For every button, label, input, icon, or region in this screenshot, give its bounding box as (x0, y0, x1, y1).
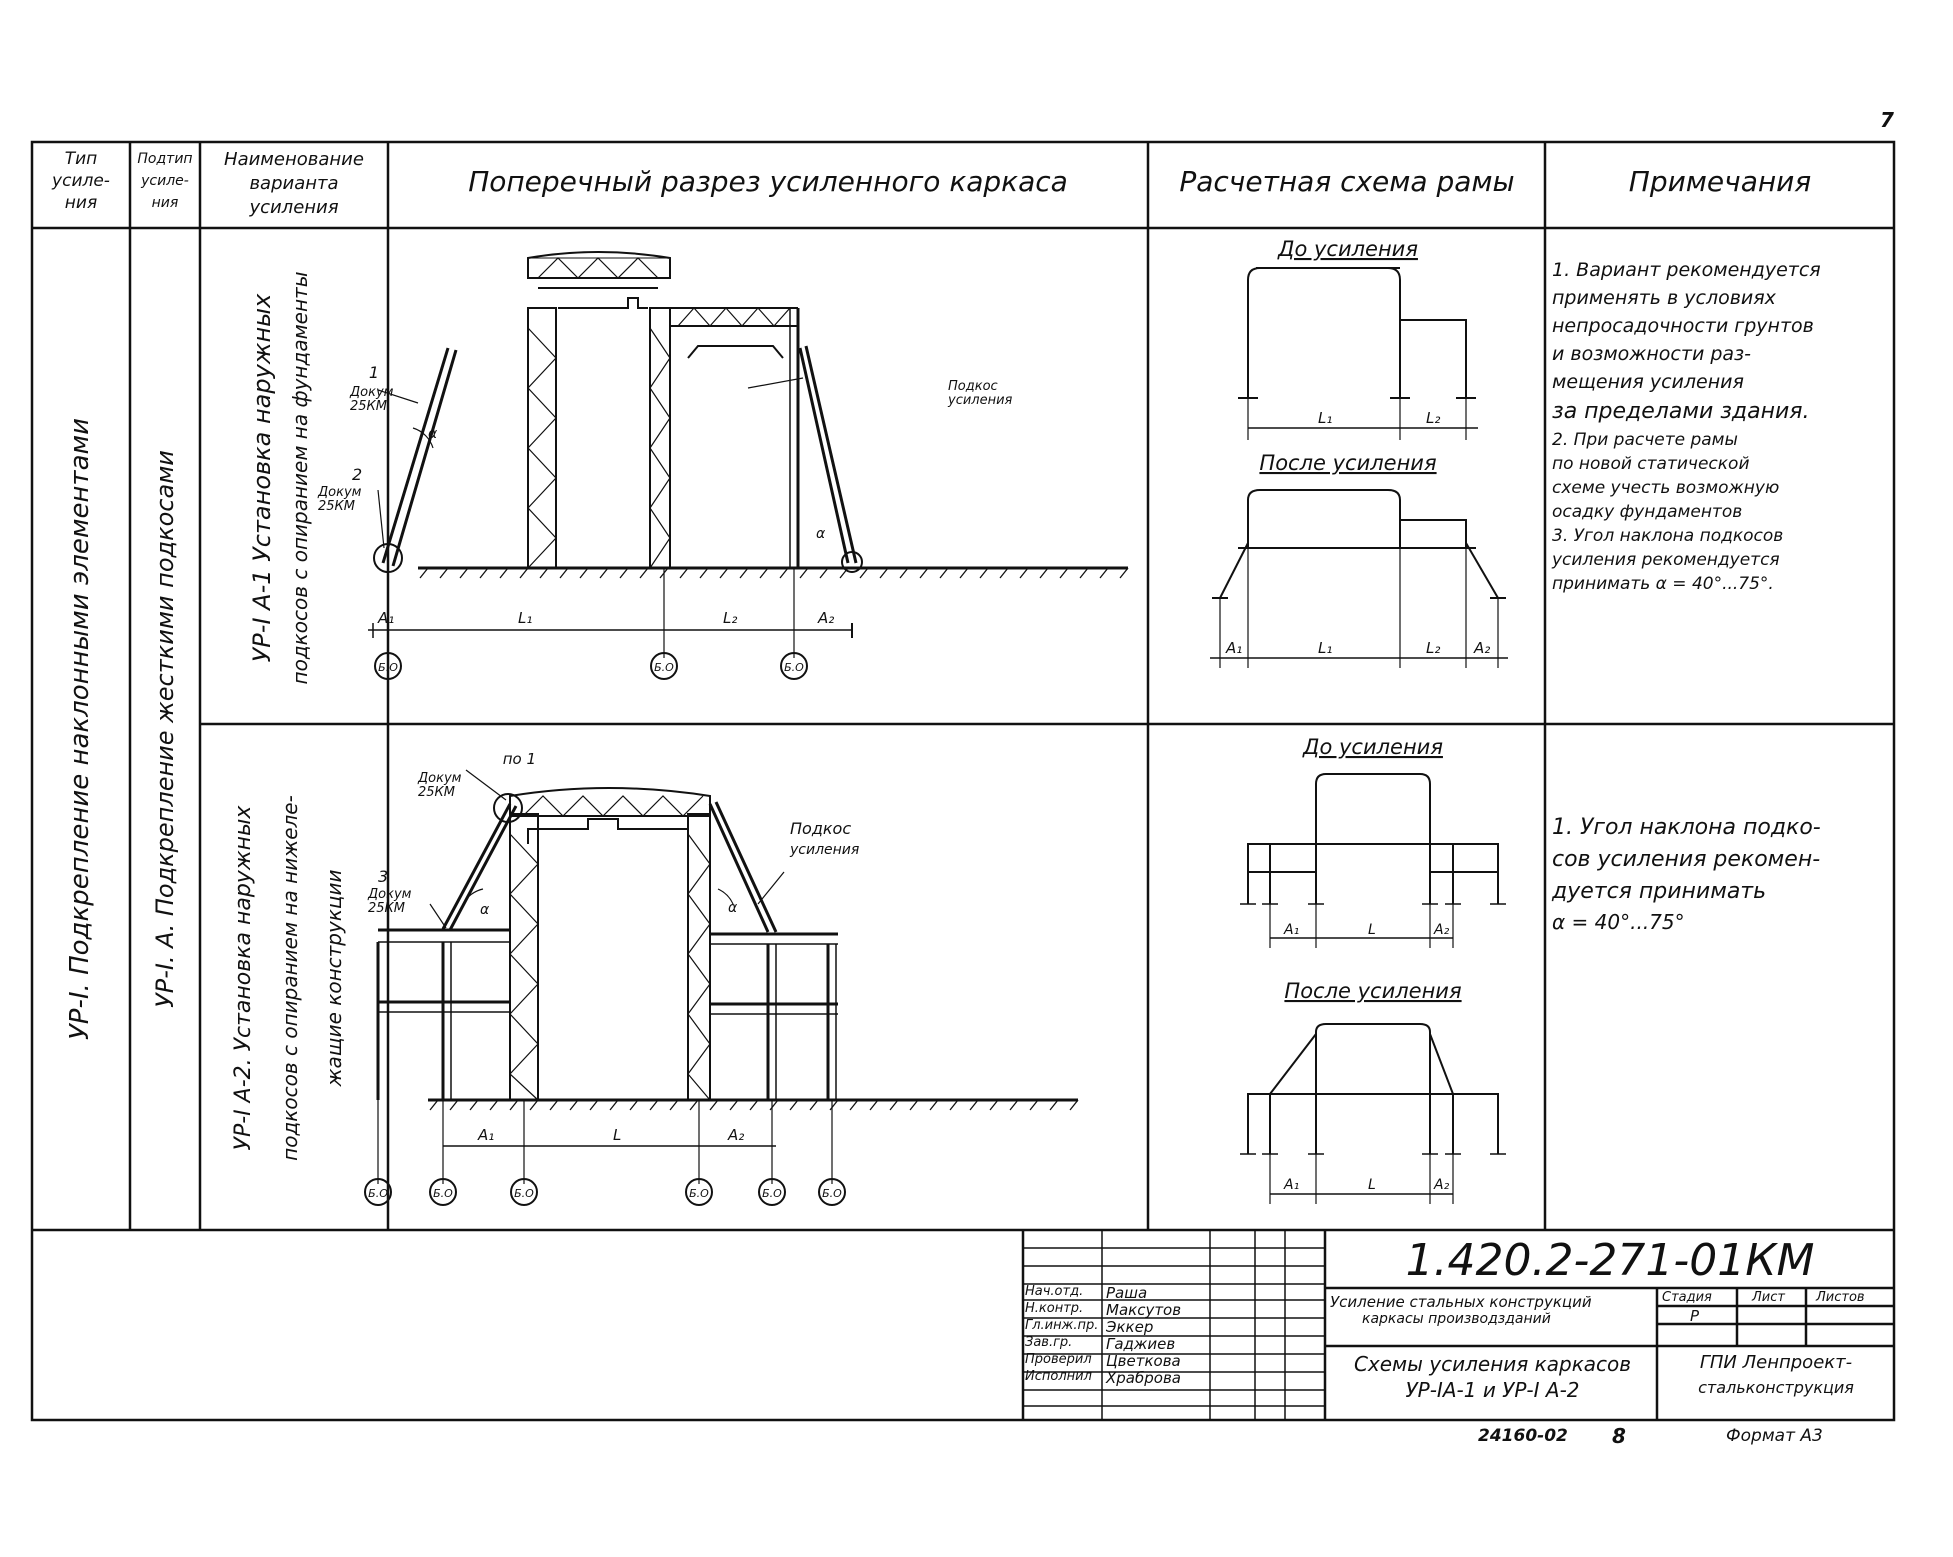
v1-brace-label-1: Подкос (948, 379, 998, 394)
tb-name: Максутов (1106, 1301, 1182, 1319)
v2-axis-4: Б.О (689, 1187, 709, 1200)
v1-note-line: непросадочности грунтов (1552, 315, 1814, 337)
v2-scheme-a1: A₁ (1284, 922, 1300, 938)
v2-axis-1: Б.О (368, 1187, 388, 1200)
sheet-number: 7 (1880, 108, 1894, 132)
footer-format: Формат А3 (1726, 1426, 1823, 1446)
v1-note-line: применять в условиях (1552, 287, 1776, 309)
v2-dim-a1: A₁ (478, 1126, 495, 1144)
v2-axis-6: Б.О (822, 1187, 842, 1200)
tb-sheets-header: Листов (1816, 1290, 1865, 1305)
v1-note-line: осадку фундаментов (1552, 502, 1743, 522)
v1-callout1-num: 1 (368, 363, 380, 382)
header-variant-name: Наименование варианта усиления (224, 149, 364, 218)
v1-scheme-a1: A₁ (1226, 639, 1243, 657)
v1-scheme-l2-after: L₂ (1426, 639, 1441, 657)
v2-axis-2: Б.О (433, 1187, 453, 1200)
v2-callout3-code: 25КМ (368, 901, 405, 916)
v2-scheme-l-after: L (1368, 1177, 1376, 1193)
v1-note-line: 1. Вариант рекомендуется (1552, 259, 1821, 281)
tb-title-line2: УР-IА-1 и УР-I А-2 (1405, 1378, 1580, 1402)
v1-note-line: мещения усиления (1552, 371, 1744, 393)
v2-scheme-l: L (1368, 922, 1376, 938)
tb-role: Зав.гр. (1025, 1335, 1073, 1350)
v2-scheme-a2-after: A₂ (1434, 1177, 1450, 1193)
v2-note-line: сов усиления рекомен- (1552, 847, 1821, 872)
header-cross-section: Поперечный разрез усиленного каркаса (468, 165, 1068, 198)
v1-scheme-l2: L₂ (1426, 409, 1441, 427)
v1-callout2-code: 25КМ (318, 499, 355, 514)
v1-note-line: 3. Угол наклона подкосов (1552, 526, 1784, 546)
tb-sheet-header: Лист (1752, 1290, 1785, 1305)
tb-title-line1: Схемы усиления каркасов (1353, 1352, 1632, 1376)
title-block-roles (1025, 1284, 1098, 1386)
v2-callout1-num: по 1 (502, 750, 536, 768)
variant2-calc-scheme (1148, 724, 1545, 1230)
variant2-name-line3: жащие конструкции (322, 869, 346, 1087)
variant1-name-line1: УР-I А-1 Установка наружных (248, 293, 276, 663)
tb-role: Гл.инж.пр. (1025, 1318, 1099, 1333)
v2-note-line: дуется принимать (1552, 879, 1767, 904)
tb-role: Нач.отд. (1025, 1284, 1084, 1299)
tb-stage-value: Р (1690, 1307, 1700, 1325)
header-calc-scheme: Расчетная схема рамы (1179, 165, 1515, 198)
tb-name: Храброва (1106, 1369, 1181, 1387)
v1-scheme-l1: L₁ (1318, 409, 1333, 427)
v2-scheme-after: После усиления (1284, 979, 1462, 1003)
header-type: Тип усиле-ния (52, 149, 110, 213)
v1-scheme-a2: A₂ (1474, 639, 1491, 657)
tb-name: Гаджиев (1106, 1335, 1176, 1353)
v2-callout3-num: 3 (378, 867, 389, 886)
variant2-cross-section (368, 724, 1148, 1230)
document-code: 1.420.2-271-01КМ (1405, 1235, 1815, 1286)
tb-name: Эккер (1106, 1318, 1154, 1336)
v1-axis-2: Б.О (654, 661, 674, 674)
tb-desc-line1: Усиление стальных конструкций (1330, 1293, 1592, 1311)
v1-note-line: 2. При расчете рамы (1552, 430, 1738, 450)
tb-stage-header: Стадия (1662, 1290, 1712, 1305)
variant1-notes (1552, 256, 1890, 596)
tb-name: Раша (1106, 1284, 1148, 1302)
v2-scheme-a2: A₂ (1434, 922, 1450, 938)
v1-scheme-after: После усиления (1259, 451, 1437, 475)
v1-note-line: за пределами здания. (1552, 399, 1810, 424)
variant1-cross-section (318, 228, 1148, 724)
v2-callout1-doc: Докум (418, 771, 462, 786)
header-notes: Примечания (1628, 165, 1812, 198)
v2-brace-label-2: усиления (790, 842, 860, 858)
v1-alpha-left: α (428, 426, 438, 442)
v2-alpha-left: α (480, 902, 490, 918)
variant1-calc-scheme (1148, 228, 1545, 724)
tb-role: Проверил (1025, 1352, 1092, 1367)
variant2-name-line1: УР-I А-2. Установка наружных (231, 805, 256, 1151)
header-subtype: Подтип усиле-ния (137, 151, 193, 211)
v2-axis-5: Б.О (762, 1187, 782, 1200)
variant2-notes (1552, 812, 1890, 936)
v1-callout1-doc: Докум (350, 385, 394, 400)
v1-alpha-right: α (816, 526, 826, 542)
v1-dim-l2: L₂ (723, 609, 738, 627)
v1-note-line: усиления рекомендуется (1552, 550, 1780, 570)
v2-note-line: α = 40°...75° (1552, 910, 1685, 934)
v1-axis-1: Б.О (378, 661, 398, 674)
tb-desc-line2: каркасы производзданий (1362, 1311, 1551, 1327)
v2-dim-a2: A₂ (728, 1126, 745, 1144)
v1-axis-3: Б.О (784, 661, 804, 674)
tb-role: Н.контр. (1025, 1301, 1084, 1316)
v1-note-line: и возможности раз- (1552, 343, 1751, 365)
v1-callout2-num: 2 (352, 465, 363, 484)
tb-org-line1: ГПИ Ленпроект- (1699, 1352, 1853, 1373)
v1-callout2-doc: Докум (318, 485, 362, 500)
v2-scheme-a1-after: A₁ (1284, 1177, 1300, 1193)
v1-scheme-before: До усиления (1278, 237, 1418, 261)
tb-role: Исполнил (1025, 1369, 1092, 1384)
v1-dim-a2: A₂ (818, 609, 835, 627)
v2-dim-l: L (613, 1126, 622, 1144)
v2-brace-label-1: Подкос (790, 819, 852, 838)
tb-name: Цветкова (1106, 1352, 1181, 1370)
v1-dim-l1: L₁ (518, 609, 533, 627)
footer-page-number: 8 (1612, 1424, 1626, 1448)
title-block-names (1106, 1284, 1181, 1386)
v1-scheme-l1-after: L₁ (1318, 639, 1333, 657)
v1-note-line: схеме учесть возможную (1552, 478, 1780, 498)
v1-callout1-code: 25КМ (350, 399, 387, 414)
footer-inventory-number: 24160-02 (1478, 1426, 1568, 1446)
v2-scheme-before: До усиления (1303, 735, 1443, 759)
subtype-label: УР-I. А. Подкрепление жесткими подкосами (151, 450, 179, 1008)
tb-org-line2: стальконструкция (1698, 1378, 1854, 1397)
v2-callout3-doc: Докум (368, 887, 412, 902)
v2-alpha-right: α (728, 900, 738, 916)
v1-dim-a1: A₁ (378, 609, 395, 627)
v1-note-line: по новой статической (1552, 454, 1750, 474)
v1-brace-label-2: усиления (948, 393, 1013, 408)
type-label: УР-I. Подкрепление наклонными элементами (65, 417, 95, 1041)
v2-axis-3: Б.О (514, 1187, 534, 1200)
v2-callout1-code: 25КМ (418, 785, 455, 800)
variant2-name-line2: подкосов с опиранием на нижеле- (278, 795, 302, 1161)
v2-note-line: 1. Угол наклона подко- (1552, 815, 1821, 840)
variant1-name-line2: подкосов с опиранием на фундаменты (288, 271, 312, 685)
v1-note-line: принимать α = 40°...75°. (1552, 574, 1774, 594)
